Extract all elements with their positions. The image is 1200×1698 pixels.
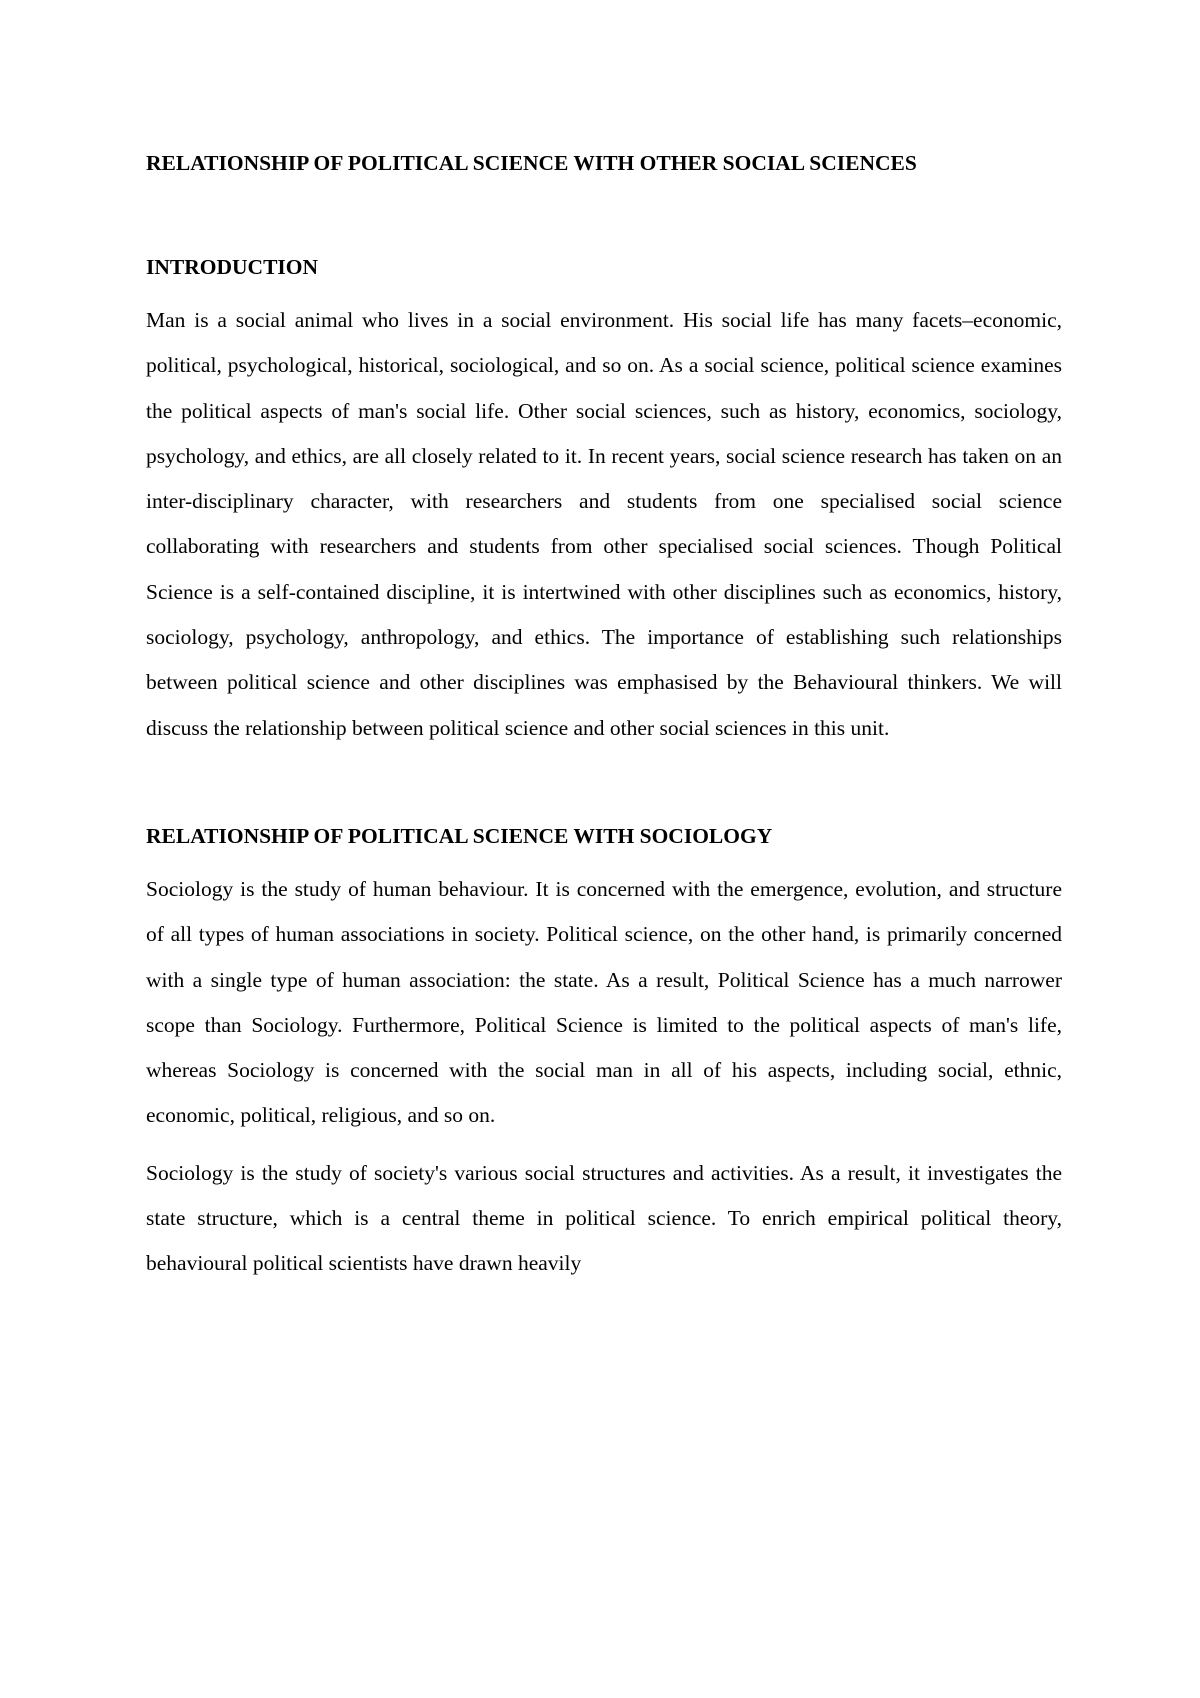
introduction-paragraph: Man is a social animal who lives in a social environment. His social life has many facets–economic, political, psychological, historical, sociological, and so on. As a social science, political science examines the political aspects of man's social life. Other social sciences, such as history, economics, sociology, psychology, and ethics, are all closely related to it. In recent years, social science research has taken on an inter-disciplinary character, with researchers and students from one specialised social science collaborating with researchers and students from other specialised social sciences. Though Political Science is a self-contained discipline, it is intertwined with other disciplines such as economics, history, sociology, psychology, anthropology, and ethics. The importance of establishing such relationships between political science and other disciplines was emphasised by the Behavioural thinkers. We will discuss the relationship between political science and other social sciences in this unit.	[146, 308, 1062, 740]
document-body	[146, 140, 1062, 1287]
document-title: RELATIONSHIP OF POLITICAL SCIENCE WITH OTHER SOCIAL SCIENCES	[146, 151, 917, 175]
spacer	[146, 186, 1062, 244]
section-heading-sociology: RELATIONSHIP OF POLITICAL SCIENCE WITH SOCIOLOGY	[146, 823, 773, 848]
section-heading-introduction: INTRODUCTION	[146, 255, 319, 279]
spacer	[146, 290, 1062, 298]
section-introduction	[146, 244, 1062, 751]
spacer	[146, 751, 1062, 813]
sociology-paragraph-1: Sociology is the study of human behaviour. It is concerned with the emergence, evolution, and structure of all types of human associations in society. Political science, on the other hand, is primarily concerned with a single type of human association: the state. As a result, Political Science has a much narrower scope than Sociology. Furthermore, Political Science is limited to the political aspects of man's life, whereas Sociology is concerned with the social man in all of his aspects, including social, ethnic, economic, political, religious, and so on.	[146, 876, 1062, 1128]
section-sociology	[146, 813, 1062, 1287]
spacer	[146, 1139, 1062, 1151]
sociology-paragraph-2: Sociology is the study of society's various social structures and activities. As a result, it investigates the state structure, which is a central theme in political science. To enrich empirical political theory, behavioural political scientists have drawn heavily	[146, 1160, 1062, 1276]
spacer	[146, 859, 1062, 867]
